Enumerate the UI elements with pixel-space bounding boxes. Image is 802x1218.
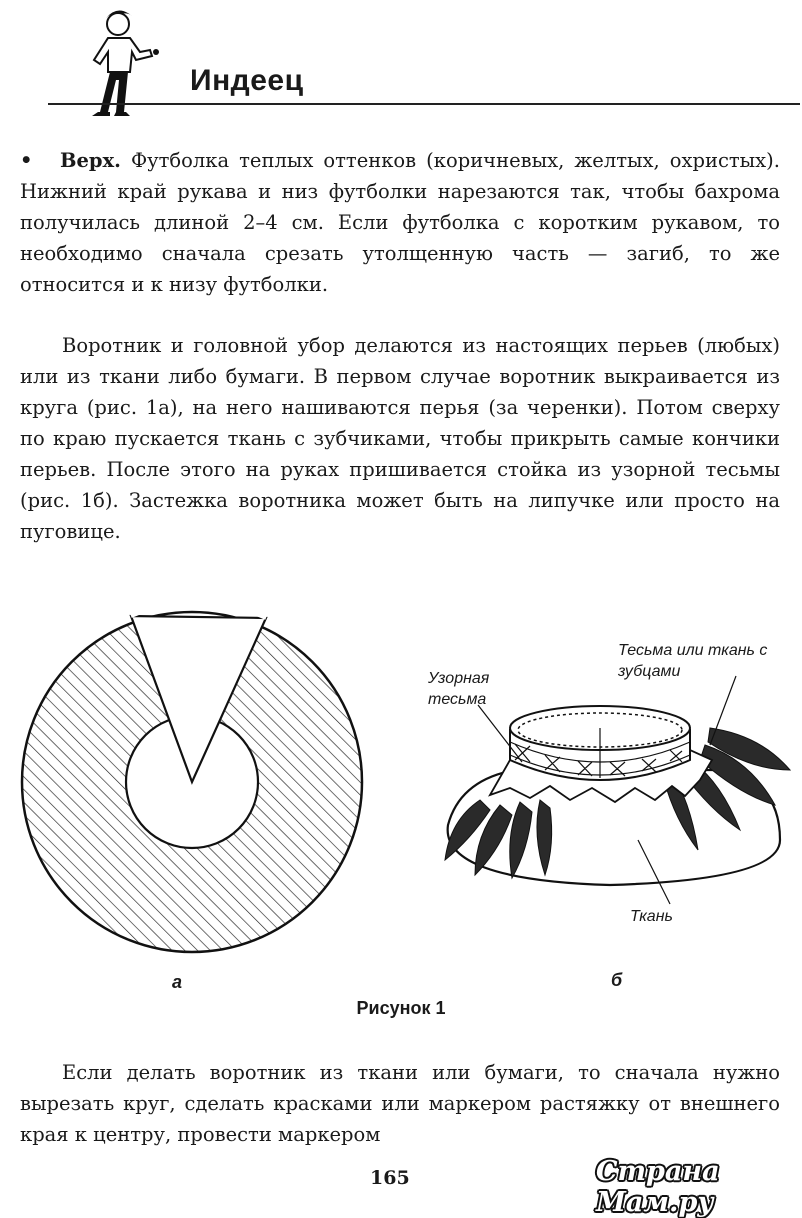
paragraph-top bbox=[20, 145, 780, 300]
figure-caption: Рисунок 1 bbox=[356, 998, 446, 1018]
label-tape-or-fabric: Тесьма или ткань с зубцами bbox=[618, 642, 768, 680]
paragraph-bottom: Если делать воротник из ткани или бумаги, то сначала нужно вырезать круг, сделать красками или маркером растяжку от внешнего края к центру, провести маркером bbox=[20, 1061, 780, 1146]
label-fabric: Ткань bbox=[630, 908, 673, 925]
bullet-icon: • bbox=[20, 149, 33, 172]
subfigure-label-b: б bbox=[611, 970, 623, 990]
page-header bbox=[0, 0, 802, 120]
page-number: 165 bbox=[370, 1167, 410, 1189]
label-patterned-tape: Узорная тесьма bbox=[428, 670, 490, 708]
paragraph-collar: Воротник и головной убор делаются из настоящих перьев (любых) или из ткани либо бумаги. В первом случае воротник выкраивается из круга (рис. 1а), на него нашиваются перья (за черенки). Потом сверху по краю пускается ткань с зубчиками, чтобы прикрыть самые кончики перьев. После этого на руках пришивается стойка из узорной тесьмы (рис. 1б). Застежка воротника может быть на липучке или просто на пуговице. bbox=[20, 334, 780, 543]
figure-a-collar-pattern bbox=[12, 600, 372, 970]
site-watermark: Страна Мам.ру bbox=[596, 1156, 720, 1218]
subfigure-label-a: а bbox=[172, 972, 183, 992]
paragraph-lead: Верх. bbox=[60, 149, 121, 172]
page-title: Индеец bbox=[190, 64, 304, 97]
header-divider bbox=[48, 103, 800, 105]
paragraph-text: Футболка теплых оттенков (коричневых, желтых, охристых). Нижний край рукава и низ футболки нарезаются так, чтобы бахрома получилась длиной 2–4 см. Если футболка с коротким рукавом, то необходимо сначала срезать утолщенную часть — загиб, то же относится и к низу футболки. bbox=[20, 149, 780, 296]
